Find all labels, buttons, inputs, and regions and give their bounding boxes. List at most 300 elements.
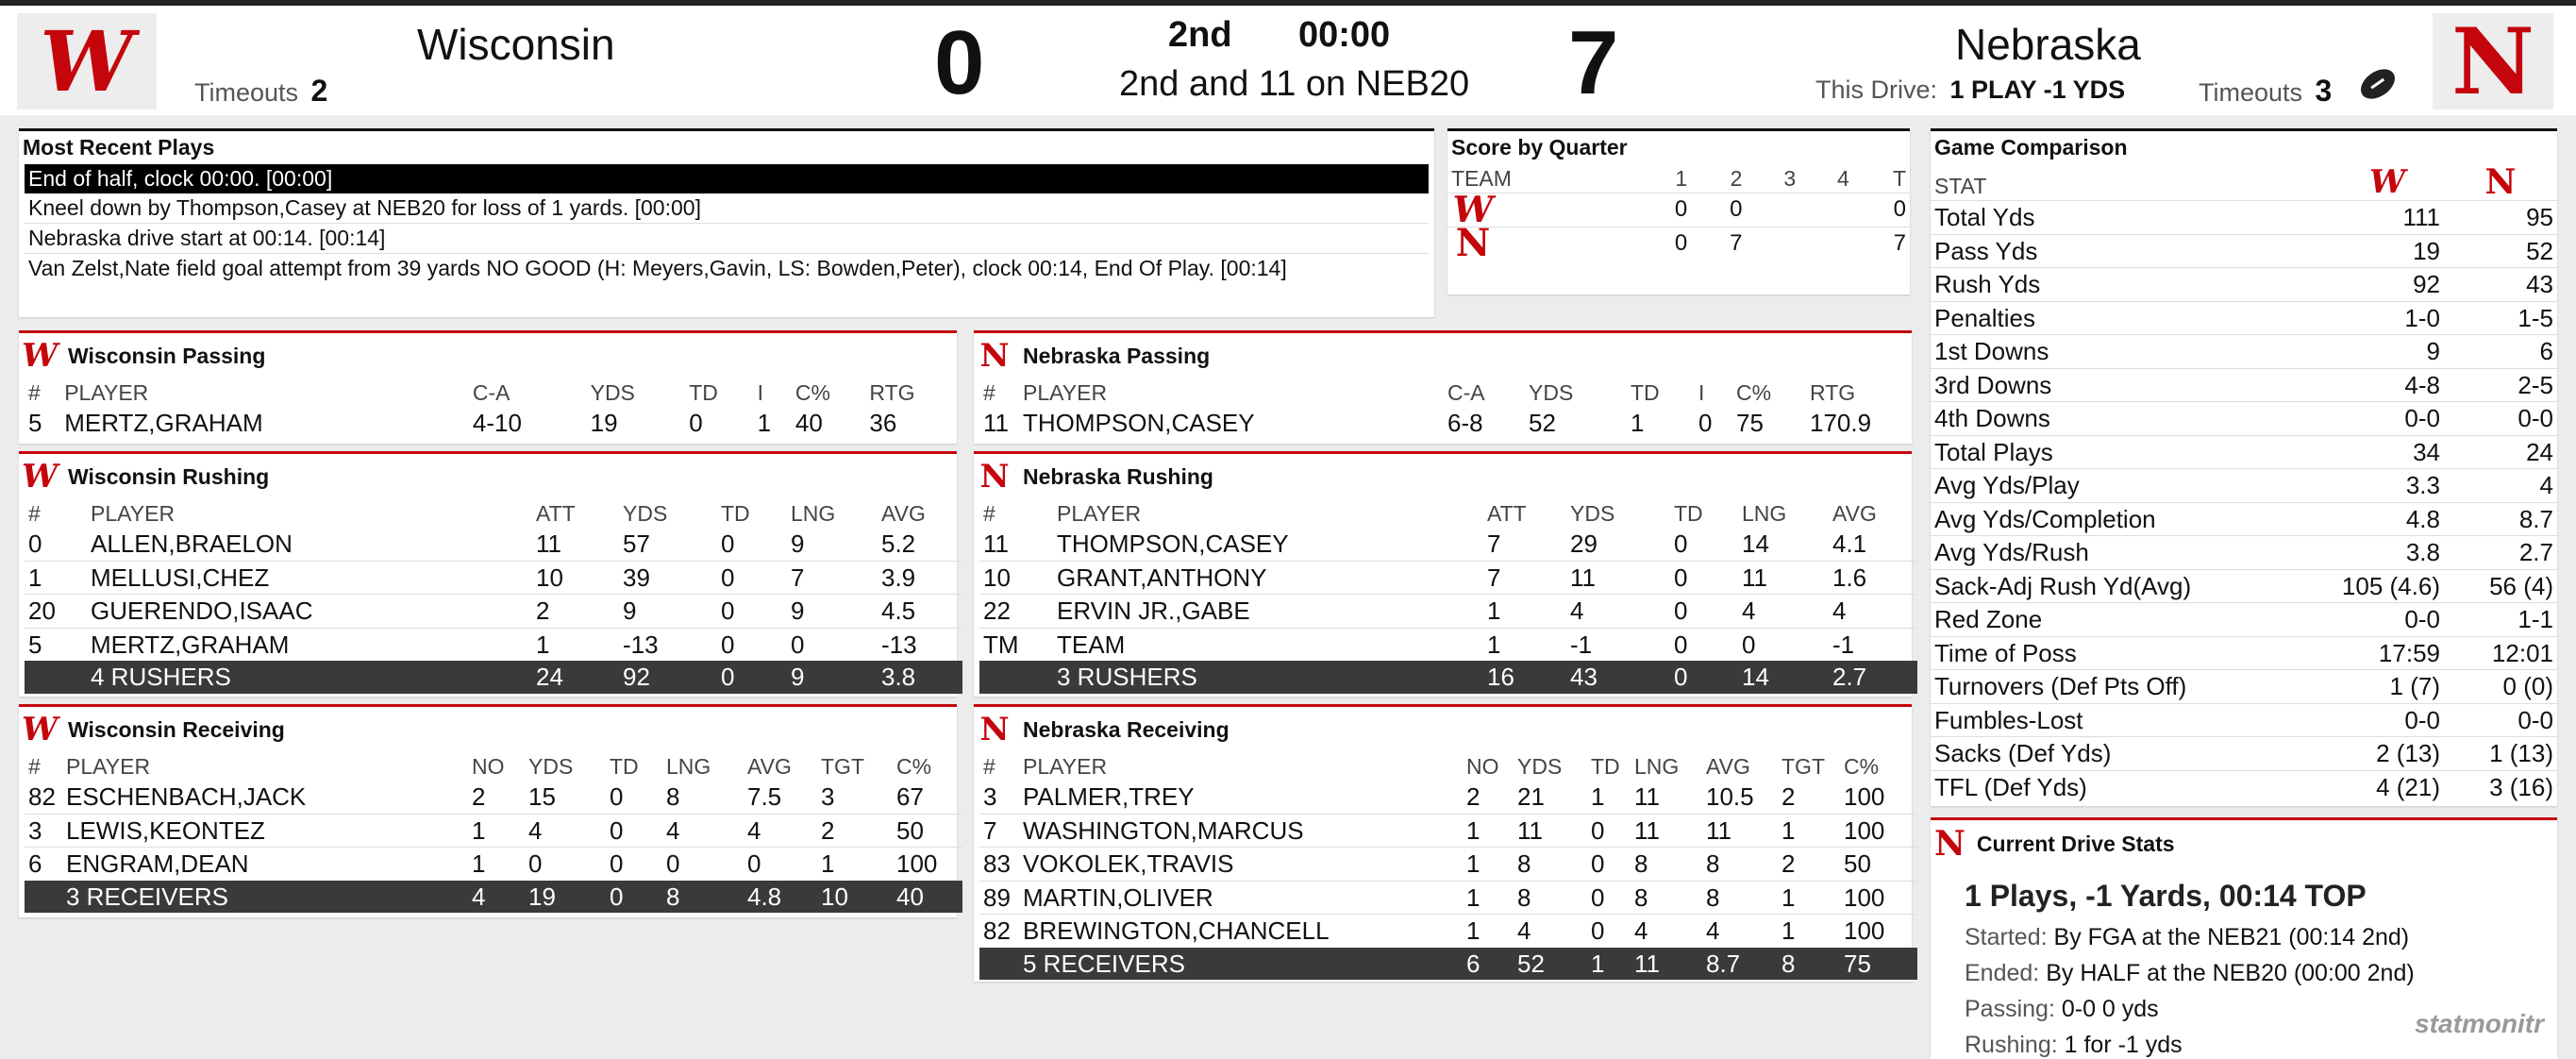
stat-cell: 22 <box>979 595 1053 629</box>
col-header[interactable]: PLAYER <box>66 754 151 779</box>
nebraska-logo-icon: N <box>979 337 1010 375</box>
down-distance: 2nd and 11 on NEB20 <box>1119 64 1470 104</box>
scoreboard-header <box>0 0 2576 115</box>
comparison-row <box>1931 737 2557 771</box>
totals-label: 3 RECEIVERS <box>62 881 468 914</box>
wisconsin-stat-value: 111 <box>2331 201 2444 235</box>
totals-cell: 40 <box>893 881 962 914</box>
stat-cell: 1 <box>1483 595 1566 629</box>
stat-cell: 0 <box>606 814 662 848</box>
stat-cell: 5 <box>28 409 42 437</box>
wisconsin-stat-value: 3.8 <box>2331 536 2444 570</box>
totals-cell: 9 <box>787 661 878 694</box>
stats-table <box>979 752 1917 980</box>
wisconsin-stat-value: 4-8 <box>2331 368 2444 402</box>
wisconsin-stat-value: 0-0 <box>2331 703 2444 737</box>
stat-name: Turnovers (Def Pts Off) <box>1931 670 2331 704</box>
nebraska-logo-icon: N <box>2484 162 2517 202</box>
col-header[interactable]: LNG <box>666 754 711 779</box>
nebraska-stat-value: 12:01 <box>2444 636 2557 670</box>
nebraska-stat-value: 1-5 <box>2444 301 2557 335</box>
stat-cell: 10 <box>979 561 1053 595</box>
nebraska-stat-value: 4 <box>2444 469 2557 503</box>
col-header[interactable]: TD <box>1674 501 1703 526</box>
stat-cell: 50 <box>893 814 962 848</box>
drive-line-value: 0-0 0 yds <box>2061 996 2159 1022</box>
nebraska-logo-icon: N <box>1455 220 1491 265</box>
play-item[interactable]: Kneel down by Thompson,Casey at NEB20 for loss of 1 yards. [00:00] <box>25 193 1429 224</box>
wisconsin-stat-value: 1 (7) <box>2331 670 2444 704</box>
drive-summary: 1 Plays, -1 Yards, 00:14 TOP <box>1965 879 2367 913</box>
player-name[interactable]: THOMPSON,CASEY <box>1023 409 1255 437</box>
comparison-row <box>1931 234 2557 268</box>
stat-cell: 39 <box>619 561 717 595</box>
stat-cell: 0 <box>1738 628 1829 661</box>
stat-cell: 0 <box>28 530 42 558</box>
stat-name: Pass Yds <box>1931 234 2331 268</box>
totals-cell: 24 <box>532 661 619 694</box>
stat-cell: 4 <box>1514 915 1587 948</box>
stat-cell: 100 <box>893 848 962 881</box>
stat-cell: 7 <box>1483 561 1566 595</box>
play-item[interactable]: Nebraska drive start at 00:14. [00:14] <box>25 224 1429 254</box>
col-header[interactable]: C-A <box>1447 380 1485 405</box>
stat-cell: 1 <box>757 409 772 437</box>
nebraska-receiving-panel <box>974 704 1912 982</box>
player-name[interactable]: GUERENDO,ISAAC <box>87 595 532 629</box>
totals-cell: 8 <box>1778 948 1840 981</box>
table-row <box>25 628 962 661</box>
stat-cell: 8 <box>1702 881 1778 915</box>
col-header[interactable]: NO <box>1466 754 1499 779</box>
home-team-name: Wisconsin <box>417 20 615 69</box>
recent-plays-title: Most Recent Plays <box>23 135 215 160</box>
home-logo-box <box>17 13 157 109</box>
comparison-row <box>1931 469 2557 503</box>
col-header[interactable]: I <box>1698 380 1705 405</box>
stat-cell: 75 <box>1736 409 1764 437</box>
stat-cell: 0 <box>1587 848 1631 882</box>
stat-cell: 0 <box>1670 595 1738 629</box>
col-header[interactable]: PLAYER <box>91 501 176 526</box>
col-header[interactable]: C% <box>1736 380 1772 405</box>
quarter-cell: 0 <box>1636 227 1691 260</box>
nebraska-stat-value: 43 <box>2444 268 2557 302</box>
stat-cell: 8 <box>1631 881 1702 915</box>
totals-cell: 8.7 <box>1702 948 1778 981</box>
stat-cell: 11 <box>1634 782 1660 811</box>
comparison-row <box>1931 603 2557 637</box>
col-header[interactable]: YDS <box>1517 754 1563 779</box>
nebraska-logo-icon: N <box>1934 824 1965 864</box>
col-header[interactable]: # <box>28 501 41 526</box>
stat-cell: 0 <box>1587 814 1631 848</box>
stat-cell: 3 <box>25 814 62 848</box>
col-header[interactable]: C-A <box>472 380 510 405</box>
player-name[interactable]: BREWINGTON,CHANCELL <box>1019 915 1463 948</box>
col-header[interactable]: YDS <box>623 501 668 526</box>
stat-name: Avg Yds/Play <box>1931 469 2331 503</box>
stats-table <box>979 499 1917 694</box>
player-name[interactable]: MERTZ,GRAHAM <box>87 628 532 661</box>
quarter-cell: 0 <box>1853 193 1910 227</box>
player-name[interactable]: ESCHENBACH,JACK <box>66 782 307 811</box>
totals-label: 3 RUSHERS <box>1053 661 1483 694</box>
wisconsin-stat-value: 34 <box>2331 435 2444 469</box>
col-header[interactable]: PLAYER <box>1023 380 1108 405</box>
col-header[interactable]: AVG <box>881 501 926 526</box>
player-name[interactable]: ALLEN,BRAELON <box>91 530 293 558</box>
table-row <box>1447 193 1910 227</box>
wisconsin-logo-icon: W <box>18 711 61 748</box>
recent-plays-panel <box>19 128 1434 317</box>
table-title-bar <box>19 707 957 752</box>
stat-name: TFL (Def Yds) <box>1931 770 2331 803</box>
stat-cell: 1 <box>1463 814 1514 848</box>
stat-cell: 4-10 <box>472 409 522 437</box>
col-header[interactable]: TD <box>689 380 718 405</box>
away-score: 7 <box>1568 12 1619 113</box>
totals-cell: 0 <box>1670 661 1738 694</box>
col-header[interactable]: NO <box>472 754 505 779</box>
score-by-quarter-table <box>1447 164 1910 265</box>
stat-cell: 4 <box>1566 595 1670 629</box>
col-header[interactable]: PLAYER <box>64 380 149 405</box>
comparison-row <box>1931 268 2557 302</box>
col-header[interactable]: # <box>28 380 41 405</box>
quarter-cell: 7 <box>1691 227 1746 260</box>
col-header[interactable]: # <box>983 501 995 526</box>
quarter-cell: 0 <box>1691 193 1746 227</box>
drive-line-value: By HALF at the NEB20 (00:00 2nd) <box>2046 960 2415 986</box>
col-header: 1 <box>1675 166 1688 191</box>
col-header[interactable]: C% <box>896 754 932 779</box>
table-title: Nebraska Passing <box>1023 343 1211 368</box>
stat-cell: 0 <box>525 848 606 881</box>
player-name[interactable]: PALMER,TREY <box>1023 782 1195 811</box>
totals-cell: 19 <box>525 881 606 914</box>
stat-cell: 7 <box>1487 530 1501 558</box>
nebraska-stat-value: 1-1 <box>2444 603 2557 637</box>
col-header[interactable]: YDS <box>1529 380 1574 405</box>
stat-name: Total Yds <box>1931 201 2331 235</box>
away-timeouts-value: 3 <box>2315 74 2333 108</box>
game-comparison-table <box>1931 164 2557 803</box>
stat-cell: 0 <box>1674 530 1688 558</box>
stat-cell: 1 <box>1778 881 1840 915</box>
quarter-cell: 0 <box>1636 193 1691 227</box>
col-header[interactable]: PLAYER <box>1023 754 1108 779</box>
col-header[interactable]: YDS <box>528 754 574 779</box>
col-header[interactable]: I <box>757 380 764 405</box>
col-header[interactable]: TGT <box>821 754 864 779</box>
stat-cell: 5.2 <box>881 530 916 558</box>
stat-cell: 1 <box>1778 814 1840 848</box>
wisconsin-logo-icon: W <box>1448 188 1497 230</box>
game-comparison-title: Game Comparison <box>1934 135 2128 160</box>
stat-cell: 1 <box>1591 782 1605 811</box>
stat-cell: -13 <box>878 628 962 661</box>
wisconsin-logo-icon: W <box>18 458 61 496</box>
wisconsin-stat-value: 2 (13) <box>2331 737 2444 771</box>
stat-cell: 11 <box>1514 814 1587 848</box>
stat-cell: 0 <box>606 848 662 881</box>
current-drive-title: Current Drive Stats <box>1976 831 2175 856</box>
table-title-bar <box>19 454 957 499</box>
stat-cell: 8 <box>1702 848 1778 882</box>
stat-cell: 89 <box>979 881 1019 915</box>
totals-cell: 2.7 <box>1829 661 1917 694</box>
table-row <box>25 407 951 440</box>
stat-cell: 40 <box>795 409 823 437</box>
player-name[interactable]: LEWIS,KEONTEZ <box>62 814 468 848</box>
table-title-bar <box>974 333 1912 378</box>
wisconsin-stat-value: 17:59 <box>2331 636 2444 670</box>
table-title: Nebraska Receiving <box>1023 716 1229 742</box>
col-header[interactable]: PLAYER <box>1057 501 1142 526</box>
nebraska-stat-value: 0-0 <box>2444 703 2557 737</box>
stat-cell: 11 <box>983 530 1009 558</box>
table-title-bar <box>19 333 957 378</box>
quarter-cell <box>1746 193 1799 227</box>
col-header[interactable]: # <box>983 380 995 405</box>
stat-name: Time of Poss <box>1931 636 2331 670</box>
player-name[interactable]: TEAM <box>1053 628 1483 661</box>
stat-cell: 8 <box>666 782 680 811</box>
stat-cell: 83 <box>979 848 1019 882</box>
drive-line-value: 1 for -1 yds <box>2064 1032 2183 1058</box>
stat-cell: TM <box>979 628 1053 661</box>
col-header[interactable]: RTG <box>1810 380 1856 405</box>
player-name[interactable]: VOKOLEK,TRAVIS <box>1019 848 1463 882</box>
col-header[interactable]: AVG <box>747 754 792 779</box>
stat-cell: 9 <box>619 595 717 629</box>
comparison-row <box>1931 335 2557 369</box>
quarter-cell: 7 <box>1853 227 1910 260</box>
player-name[interactable]: MARTIN,OLIVER <box>1019 881 1463 915</box>
stat-cell: 3.9 <box>878 561 962 595</box>
col-header[interactable]: # <box>983 754 995 779</box>
table-row <box>25 561 962 595</box>
wisconsin-stat-value: 4 (21) <box>2331 770 2444 803</box>
table-title: Wisconsin Rushing <box>68 463 270 489</box>
nebraska-stat-value: 0 (0) <box>2444 670 2557 704</box>
table-row <box>1447 227 1910 260</box>
col-header[interactable]: TGT <box>1781 754 1825 779</box>
col-header: T <box>1892 166 1906 191</box>
col-header[interactable]: YDS <box>1570 501 1615 526</box>
recent-plays-list <box>19 164 1434 283</box>
nebraska-stat-value: 95 <box>2444 201 2557 235</box>
stat-cell: 14 <box>1742 530 1769 558</box>
col-header[interactable]: TD <box>610 754 639 779</box>
totals-cell: 1 <box>1587 948 1631 981</box>
stat-cell: 8 <box>1631 848 1702 882</box>
possession-football-icon <box>2355 63 2400 105</box>
stat-cell: 0 <box>662 848 744 881</box>
col-header[interactable]: LNG <box>1634 754 1680 779</box>
away-timeouts-label: Timeouts <box>2199 78 2303 107</box>
wisconsin-stat-value: 9 <box>2331 335 2444 369</box>
stat-cell: 1 <box>817 848 893 881</box>
comparison-row <box>1931 770 2557 803</box>
nebraska-stat-value: 2-5 <box>2444 368 2557 402</box>
totals-cell <box>25 661 87 694</box>
stats-table <box>979 378 1917 440</box>
col-header[interactable]: ATT <box>1487 501 1527 526</box>
col-header: TEAM <box>1451 166 1512 191</box>
drive-line-label: Rushing: <box>1965 1032 2058 1058</box>
stat-cell: 21 <box>1517 782 1545 811</box>
totals-cell <box>25 881 62 914</box>
nebraska-logo-icon: N <box>979 458 1010 496</box>
table-title: Wisconsin Receiving <box>68 716 285 742</box>
stat-cell: 0 <box>717 561 787 595</box>
comparison-row <box>1931 670 2557 704</box>
stat-cell: 52 <box>1529 409 1556 437</box>
totals-cell: 4 <box>468 881 525 914</box>
player-name[interactable]: ENGRAM,DEAN <box>62 848 468 881</box>
totals-cell: 0 <box>717 661 787 694</box>
col-header[interactable]: TD <box>1591 754 1620 779</box>
stat-cell: 11 <box>536 530 561 558</box>
totals-label: 5 RECEIVERS <box>1019 948 1463 981</box>
totals-cell: 8 <box>662 881 744 914</box>
totals-label: 4 RUSHERS <box>87 661 532 694</box>
col-header[interactable]: TD <box>1631 380 1660 405</box>
col-header: 2 <box>1730 166 1743 191</box>
away-team-name: Nebraska <box>1955 20 2141 69</box>
stat-cell: 4.1 <box>1832 530 1867 558</box>
comparison-row <box>1931 435 2557 469</box>
stat-cell: 4 <box>1631 915 1702 948</box>
table-row <box>979 881 1917 915</box>
stat-cell: 7 <box>979 814 1019 848</box>
wisconsin-stat-value: 3.3 <box>2331 469 2444 503</box>
stat-name: 4th Downs <box>1931 402 2331 436</box>
col-header[interactable]: YDS <box>590 380 635 405</box>
comparison-row <box>1931 301 2557 335</box>
player-name[interactable]: THOMPSON,CASEY <box>1057 530 1289 558</box>
col-header: 4 <box>1837 166 1849 191</box>
home-score: 0 <box>934 12 985 113</box>
col-header[interactable]: AVG <box>1706 754 1750 779</box>
table-row <box>979 561 1917 595</box>
stat-name: Sack-Adj Rush Yd(Avg) <box>1931 569 2331 603</box>
table-row <box>979 781 1917 814</box>
col-header[interactable]: RTG <box>869 380 915 405</box>
stat-cell: 2 <box>472 782 486 811</box>
drive-ended <box>1965 955 2523 991</box>
stat-cell: 0 <box>689 409 703 437</box>
stat-cell: 0 <box>1670 561 1738 595</box>
col-header[interactable]: AVG <box>1832 501 1877 526</box>
stat-cell: 100 <box>1840 881 1917 915</box>
stat-name: Total Plays <box>1931 435 2331 469</box>
stat-name: 1st Downs <box>1931 335 2331 369</box>
table-row <box>25 595 962 629</box>
col-header[interactable]: C% <box>1844 754 1880 779</box>
stat-cell: 100 <box>1844 782 1885 811</box>
nebraska-logo-icon: N <box>2451 8 2534 115</box>
player-name[interactable]: MELLUSI,CHEZ <box>87 561 532 595</box>
drive-line-label: Ended: <box>1965 960 2040 986</box>
stats-table <box>25 499 962 694</box>
nebraska-stat-value: 8.7 <box>2444 502 2557 536</box>
stat-cell: 0 <box>1698 409 1713 437</box>
stat-cell: 1 <box>1631 409 1645 437</box>
totals-cell <box>979 661 1053 694</box>
drive-line-value: By FGA at the NEB21 (00:14 2nd) <box>2053 924 2410 950</box>
totals-cell: 3.8 <box>878 661 962 694</box>
stat-cell: 6 <box>25 848 62 881</box>
stat-cell: 170.9 <box>1810 409 1872 437</box>
stat-cell: 0 <box>787 628 878 661</box>
stat-cell: 11 <box>1702 814 1778 848</box>
col-header[interactable]: # <box>28 754 41 779</box>
stat-cell: 9 <box>791 530 805 558</box>
stat-cell: 0 <box>717 595 787 629</box>
player-name[interactable]: ERVIN JR.,GABE <box>1053 595 1483 629</box>
wisconsin-stat-value: 92 <box>2331 268 2444 302</box>
play-item[interactable]: Van Zelst,Nate field goal attempt from 39 yards NO GOOD (H: Meyers,Gavin, LS: Bowden,Peter), clock 00:14, End Of Play. [00:14] <box>28 256 1287 280</box>
stat-name: 3rd Downs <box>1931 368 2331 402</box>
stat-name: Sacks (Def Yds) <box>1931 737 2331 771</box>
player-name[interactable]: WASHINGTON,MARCUS <box>1019 814 1463 848</box>
quarter-cell <box>1799 227 1853 260</box>
game-comparison-panel <box>1931 128 2557 806</box>
col-header: 3 <box>1783 166 1797 191</box>
nebraska-stat-value: 1 (13) <box>2444 737 2557 771</box>
nebraska-stat-value: 3 (16) <box>2444 770 2557 803</box>
wisconsin-stat-value: 0-0 <box>2331 402 2444 436</box>
stat-cell: 5 <box>25 628 87 661</box>
col-header[interactable]: ATT <box>536 501 576 526</box>
away-logo-box <box>2433 8 2553 115</box>
col-header[interactable]: C% <box>795 380 830 405</box>
stat-cell: 9 <box>787 595 878 629</box>
period: 2nd <box>1168 15 1232 55</box>
col-header[interactable]: LNG <box>1742 501 1787 526</box>
nebraska-logo-icon: N <box>979 711 1010 748</box>
table-row <box>979 628 1917 661</box>
this-drive <box>1815 76 2125 105</box>
player-name[interactable]: GRANT,ANTHONY <box>1053 561 1483 595</box>
totals-row <box>979 661 1917 694</box>
stats-table <box>25 752 962 913</box>
col-header[interactable]: TD <box>721 501 750 526</box>
totals-row <box>979 948 1917 981</box>
comparison-row <box>1931 636 2557 670</box>
table-row <box>25 528 962 561</box>
totals-row <box>25 661 962 694</box>
stat-name: Avg Yds/Completion <box>1931 502 2331 536</box>
col-header[interactable]: LNG <box>791 501 836 526</box>
stat-cell: -13 <box>619 628 717 661</box>
current-drive-panel <box>1931 817 2557 1059</box>
stat-cell: 100 <box>1840 814 1917 848</box>
home-timeouts-label: Timeouts <box>194 78 299 107</box>
table-row <box>979 595 1917 629</box>
wisconsin-stat-value: 105 (4.6) <box>2331 569 2444 603</box>
stat-cell: -1 <box>1566 628 1670 661</box>
stat-cell: 1 <box>25 561 87 595</box>
play-item[interactable]: End of half, clock 00:00. [00:00] <box>25 164 1429 193</box>
nebraska-stat-value: 2.7 <box>2444 536 2557 570</box>
table-row <box>25 848 962 881</box>
this-drive-label: This Drive: <box>1815 76 1938 104</box>
player-name[interactable]: MERTZ,GRAHAM <box>64 409 263 437</box>
